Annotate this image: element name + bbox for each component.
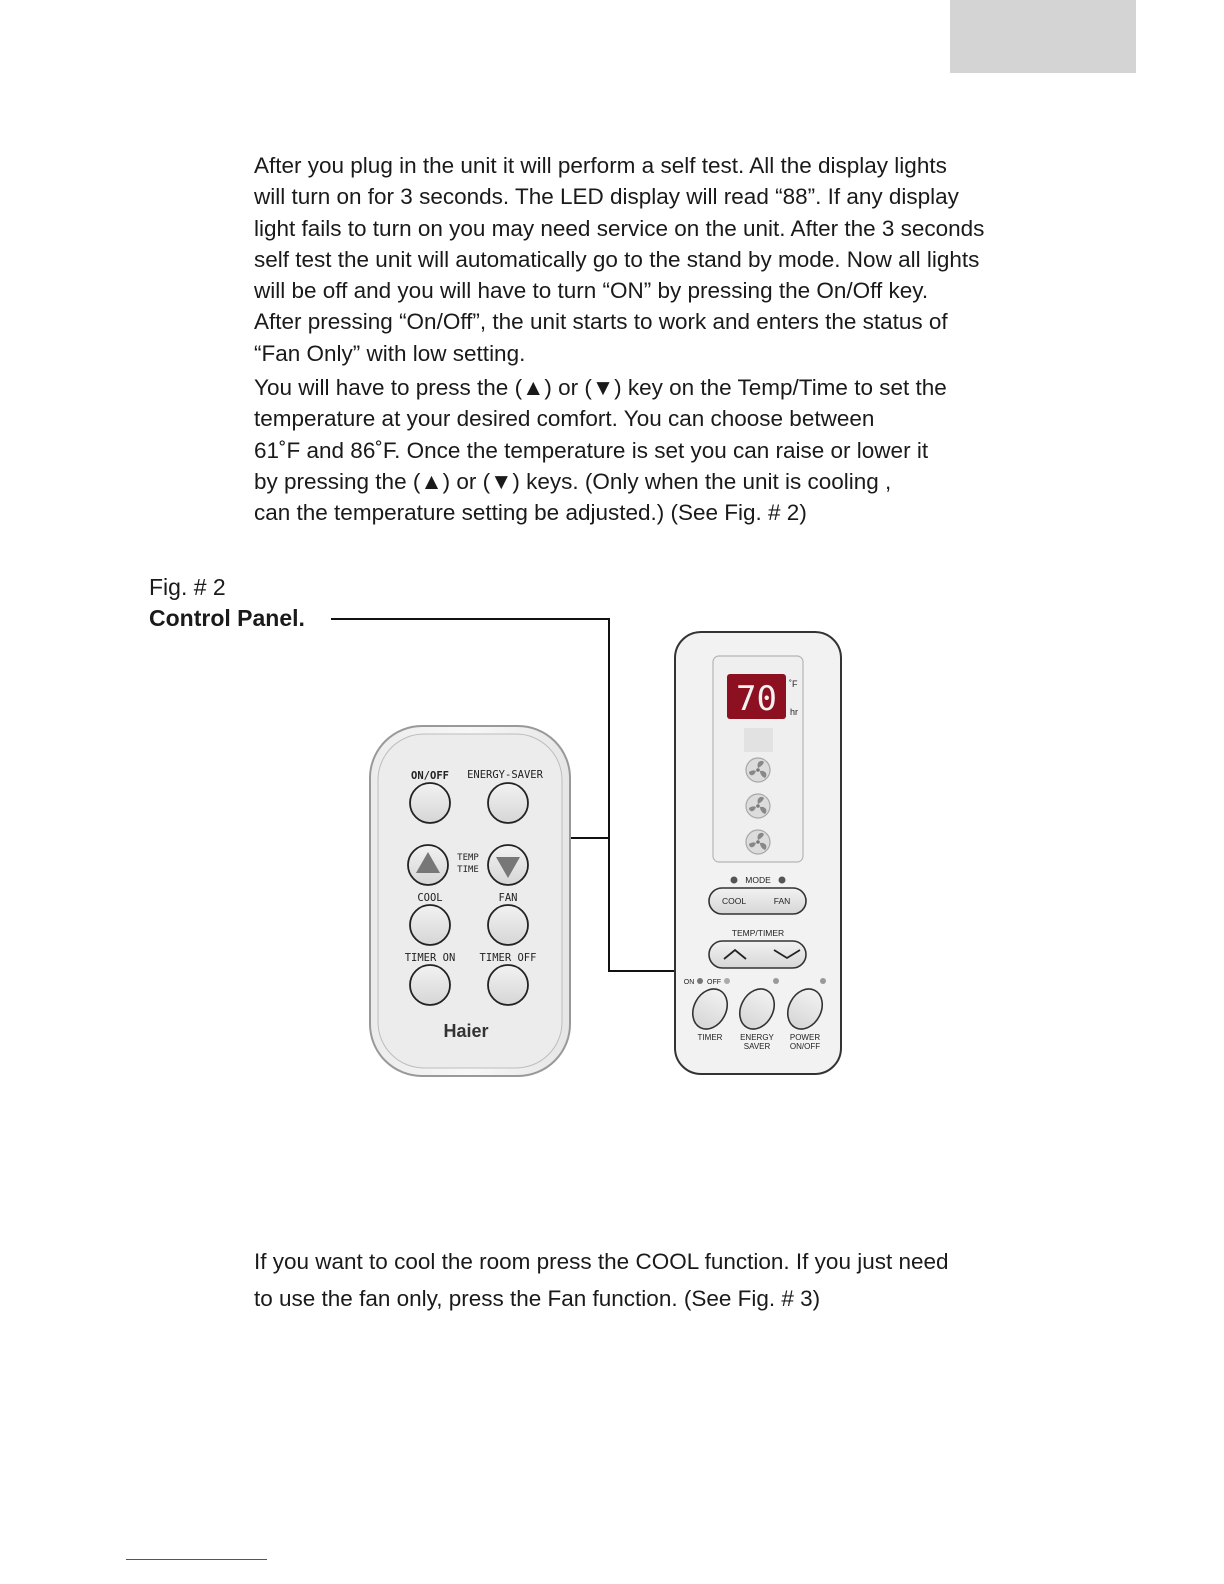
remote-temp-label: TEMP xyxy=(457,853,479,863)
mode-label: MODE xyxy=(745,875,771,885)
remote-cool-label: COOL xyxy=(417,892,443,904)
remote-onoff-label: ON/OFF xyxy=(411,770,449,782)
text-line: 61˚F and 86˚F. Once the temperature is set you can raise or lower it xyxy=(254,437,929,463)
text-line: After pressing “On/Off”, the unit starts to work and enters the status of xyxy=(254,309,948,335)
figure-title: Control Panel. xyxy=(149,605,305,631)
panel-energy-label-line1: ENERGY xyxy=(740,1033,774,1042)
text-line: After you plug in the unit it will perform a self test. All the display lights xyxy=(254,153,947,178)
fan-speed-low-icon xyxy=(746,758,770,782)
remote-onoff-button[interactable] xyxy=(410,783,450,823)
timer-off-label: OFF xyxy=(707,979,721,986)
text-line: If you want to cool the room press the COOL function. If you just need xyxy=(254,1249,949,1274)
text-line: to use the fan only, press the Fan function. (See Fig. # 3) xyxy=(254,1286,821,1311)
panel-timer-label: TIMER xyxy=(697,1033,723,1042)
panel-energy-label-line2: SAVER xyxy=(743,1042,771,1051)
mode-led-fan xyxy=(779,877,786,884)
text-line: light fails to turn on you may need service on the unit. After the 3 seconds xyxy=(254,215,985,241)
temp-timer-label: TEMP/TIMER xyxy=(731,928,785,938)
remote-timer-off-button[interactable] xyxy=(488,965,528,1005)
text-line: will be off and you will have to turn “ON” by pressing the On/Off key. xyxy=(254,278,929,304)
indicator-square xyxy=(744,728,773,752)
remote-control xyxy=(370,726,570,1076)
remote-energy-saver-button[interactable] xyxy=(488,783,528,823)
text-line: “Fan Only” with low setting. xyxy=(254,340,526,366)
remote-energy-saver-label: ENERGY-SAVER xyxy=(467,769,543,781)
remote-cool-button[interactable] xyxy=(410,905,450,945)
text-line: self test the unit will automatically go to the stand by mode. Now all lights xyxy=(254,246,980,272)
hour-label: hr xyxy=(790,707,799,717)
remote-fan-button[interactable] xyxy=(488,905,528,945)
fan-speed-medium-icon xyxy=(746,794,770,818)
footer-rule xyxy=(126,1559,267,1560)
mode-fan-label: FAN xyxy=(773,896,791,906)
remote-face xyxy=(378,734,562,1068)
text-line: will turn on for 3 seconds. The LED display will read “88”. If any display xyxy=(254,184,959,210)
led-display-value: 70 xyxy=(736,679,777,719)
mode-cool-label: COOL xyxy=(721,896,747,906)
remote-brand-logo: Haier xyxy=(443,1021,489,1041)
timer-on-led xyxy=(697,978,703,984)
unit-control-panel xyxy=(675,632,841,1074)
figure-number: Fig. # 2 xyxy=(149,574,226,600)
power-led xyxy=(820,978,826,984)
text-line: can the temperature setting be adjusted.) (See Fig. # 2) xyxy=(254,500,807,526)
text-line: temperature at your desired comfort. You can choose between xyxy=(254,406,875,432)
cool-fan-paragraph xyxy=(254,1243,1014,1317)
mode-led-cool xyxy=(731,877,738,884)
remote-fan-label: FAN xyxy=(498,892,518,904)
remote-timer-on-label: TIMER ON xyxy=(404,952,456,964)
energy-saver-led xyxy=(773,978,779,984)
timer-on-label: ON xyxy=(683,979,695,986)
text-line: by pressing the (▲) or (▼) keys. (Only when the unit is cooling , xyxy=(254,468,892,494)
fan-speed-high-icon xyxy=(746,830,770,854)
remote-timer-on-button[interactable] xyxy=(410,965,450,1005)
panel-power-label-line2: ON/OFF xyxy=(789,1042,821,1051)
remote-time-label: TIME xyxy=(457,865,479,875)
text-line: You will have to press the (▲) or (▼) key on the Temp/Time to set the xyxy=(254,375,947,400)
timer-off-led xyxy=(724,978,730,984)
panel-power-label-line1: POWER xyxy=(789,1033,821,1042)
remote-timer-off-label: TIMER OFF xyxy=(479,952,537,964)
fahrenheit-label: ˚F xyxy=(789,679,798,689)
